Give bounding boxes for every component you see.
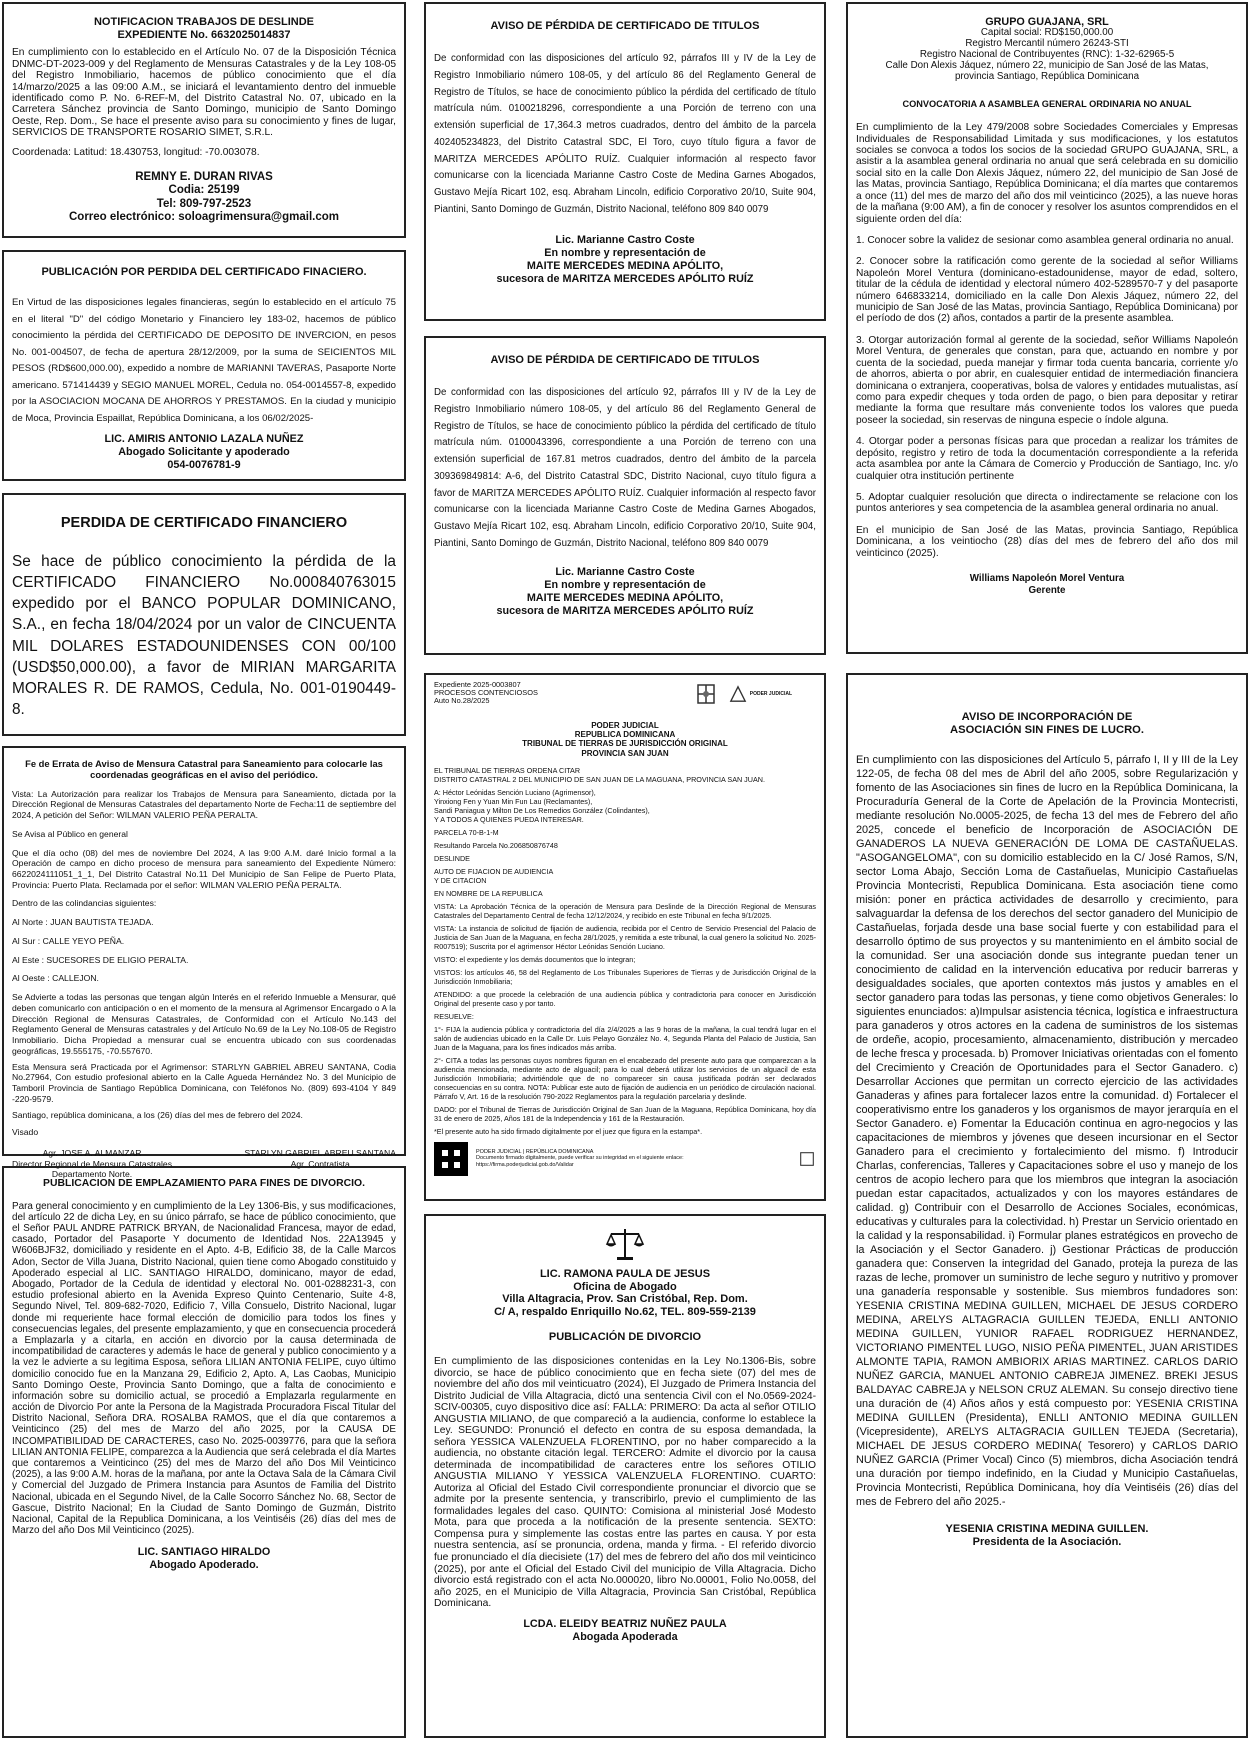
notice-body: En Virtud de las disposiciones legales financieras, según lo establecido en el artículo 75 en el literal "D" del código Monetario y Financiero ley 183-02, hacemos de público conocimiento la pérdida del CERTIFICADO DE DEPOSITO DE INVERCION, en pesos No. 001-004507, de fecha de apertura 28/12/2009, por la suma de SEICIENTOS MIL PESOS (RD$600,000.00), expedido a nombre de MARIANNI TAVERAS, Pasaporte Norte americano. 571414439 y SEGIO MANUEL MOREL, Cedula no. 054-0014557-8, expedido por la ASOCIACION MOCANA DE AHORROS Y PRESTAMOS. En la ciudad y municipio de Moca, Provincia Espaillat, República Dominicana, a los 06/02/2025- <box>12 297 396 424</box>
notice-body: De conformidad con las disposiciones del artículo 92, párrafos III y IV de la Ley de Registro Inmobiliario número 108-05, y del artículo 86 del Reglamento General de Registro de Títulos, se hace de conocimiento público la pérdida del certificado de título matrícula núm. 0100043396, correspondiente a una Porción de terreno con una extensión superficial de 167.81 metros cuadrados, dentro del ámbito de la parcela 309369849814: A-6, del Distrito Catastral SDC, Distrito Nacional, cuyo título figura a favor de MARITZA MERCEDES APÓLITO RUÍZ. Cualquier información al respecto favor comunicarse con la licenciada Marianne Castro Coste de Medina Garnes Abogados, Gustavo Mejía Ricart 102, esq. Abraham Lincoln, edificio Corporativo 20/10, Suite 904, Piantini, Santo Domingo de Guzmán, Distrito Nacional, teléfono 809 840 0079 <box>434 387 816 549</box>
agenda-item-3: 3. Otorgar autorización formal al gerente de la sociedad, señor Williams Napoleón Morel Ventura, de generales que constan, para que, actuando en nombre y por cuenta de la sociedad, pueda manejar y firmar toda cuenta bancaria, corriente y/o de ahorros, abierta o por abrir, en cualesquier entidad de intermediación financiera dominicana o extranjera, cooperativas, bolsa de valores y entidades mutualistas, así como para expedir cheques y toda orden de pago, o bien para depositar y retirar mediante la forma que resultare más conveniente todos los valores que pueda poseer la sociedad, sin reservas de ninguna especie o índole alguna. <box>856 334 1238 426</box>
scales-of-justice-icon <box>605 1226 645 1262</box>
signature-row: Agr. JOSE A. ALMANZAR Director Regional de Mensura Catastrales Departamento Norte. STARLYN GABRIEL ABREU SANTANA Agr. Contratista <box>12 1147 396 1180</box>
notice-deslinde <box>2 2 406 238</box>
notice-body: Para general conocimiento y en cumplimiento de la Ley 1306-Bis, y sus modificaciones, del artículo 22 de dicha Ley, en su único párrafo, se hace de público conocimiento, que el Señor PAUL ANDRE PATRICK BRYAN, de Nacionalidad Francesa, mayor de edad, casado, Portador del Pasaporte Y documento de Identidad Nos. 22A13945 y W606BJF32, domiciliado y residente en el Apto. 4-B, Edificio 38, de la Calle Marcos Adon, Sector de Villa Juana, Distrito Nacional, quien tiene como Abogado constituido y Apoderado especial al LIC. SANTIAGO HIRALDO, dominicano, mayor de edad, Abogado, Portador de la Cedula de identidad y electoral No. 001-0288231-3, con estudio profesional abierto en la Avenida Expreso Quinto Centenario, Suite 4-8, Segundo Nivel, Tel. 809-682-7020, Edificio 7, Villa Consuelo, Distrito Nacional, lugar donde mi requeriente hace formal elección de domicilio para todos los fines y consecuencias legales, del presente emplazamiento, y que en consecuencia procederá a Emplazarla y a citarla, en acción en divorcio por la causa determinada de incompatibilidad de caracteres y además le hace de general y publico conocimiento y a la vez le advierte a su legitima Esposa, señora LILIAN ANTONIA FELIPE, cuyo último domicilio conocido fue en la Manzana 29, Edificio 2, Apto. A, Las Caobas, Municipio Santo Domingo Oeste, Provincia Santo Domingo, que a falta de conocimiento e información sobre su domicilio actual, se procedió a Emplazarla regularmente en acción de Divorcio Por ante la Persona de la Magistrada Procuradora Fiscal Titular del Distrito Nacional, Señora DRA. ROSALBA RAMOS, que el día que contaremos a Veinticinco (25) del mes de Marzo del año 2025, por la CAUSA DE INCOMPATIBILIDAD DE CARACTERES, caso No. 2025-0039776, para que la señora LILIAN ANTONIA FELIPE, comparezca a la Audiencia que será celebrada el día Martes que contaremos a Veinticinco (25) del mes de Marzo del año Dos Mil Veinticinco (2025), a las 9:00 A.M. horas de la mañana, por ante la Octava Sala de la Cámara Civil y Comercial del Juzgado de Primera Instancia para Asuntos de Familia del Distrito Nacional, ubicada en el Segundo Nivel, de la Calle Socorro Sánchez No. 68, Sector de Gascue, Distrito Nacional; En la Ciudad de Santo Domingo de Guzmán, Distrito Nacional, Capital de la Republica Dominicana, a los Veintiséis (26) días del mes de Marzo del año Dos Mil Veinticinco (2025). <box>12 1200 396 1537</box>
signature-block: REMNY E. DURAN RIVAS Codia: 25199 Tel: 809-797-2523 Correo electrónico: soloagrimensura@gmail.com <box>68 171 340 223</box>
notice-title: PUBLICACIÓN POR PERDIDA DEL CERTIFICADO FINACIERO. <box>41 266 367 278</box>
notice-grupo-guajana: GRUPO GUAJANA, SRL Capital social: RD$150,000.00 Registro Mercantil número 26243-STI Registro Nacional de Contribuyentes (RNC): 1-32-62965-5 Calle Don Alexis Jáquez, número 22, municipio de San José de las Matas, provincia Santiago, República Dominicana CONVOCATORIA A ASAMBLEA GENERAL ORDINARIA NO ANUAL En cumplimiento de la Ley 479/2008 sobre Sociedades Comerciales y Empresas Individuales de Responsabilidad Limitada y sus modificaciones, y los estatutos sociales se convoca a todos los socios de la sociedad GRUPO GUAJANA, SRL, a asistir a la asamblea general ordinaria no anual que será celebrada en su domicilio social sito en la calle Don Alexis Jáquez, número 22, del municipio de San José de las Matas, provincia Santiago, República Dominicana; el día martes que contaremos a once (11) del mes de marzo del año dos mil veinticinco (2025), a las nueve horas de la mañana (9:00 AM), a fin de conocer y resolver los asuntos comprendidos en el siguiente orden del día: 1. Conocer sobre la validez de sesionar como asamblea general ordinaria no anual. 2. Conocer sobre la ratificación como gerente de la sociedad al señor Williams Napoleón Morel Ventura (dominicano-estadounidense, mayor de edad, soltero, titular de la cédula de identidad y electoral número 402-5289570-7 y del pasaporte número 646833214, domiciliado en la calle Don Alexis Jáquez, número 22, del municipio de San José de las Matas, provincia Santiago, República Dominicana) por el período de dos (2) años, contados a partir de la presente asamblea. 3. Otorgar autorización formal al gerente de la sociedad, señor Williams Napoleón Morel Ventura, de generales que constan, para que, actuando en nombre y por cuenta de la sociedad, pueda manejar y firmar toda cuenta bancaria, corriente y/o de ahorros, abierta o por abrir, en cualesquier entidad de intermediación financiera dominicana o extranjera, cooperativas, bolsa de valores y entidades mutualistas, así como para expedir cheques y toda orden de pago, o bien para depositar y retirar mediante la forma que resultare más conveniente todos los valores que pueda poseer la sociedad, sin reservas de ninguna especie o índole alguna. 4. Otorgar poder a personas físicas para que procedan a realizar los trámites de depósito, registro y retiro de toda la documentación correspondiente a la referida acta asamblea por ante la Cámara de Comercio y Producción de Santiago, Inc. y/o cualquier otra institución pertinente 5. Adoptar cualquier resolución que directa o indirectamente se relacione con los puntos anteriores y sea competencia de la asamblea general ordinaria no anual. En el municipio de San José de las Matas, provincia Santiago, República Dominicana, a los veintiocho (28) días del mes de febrero del año dos mil veinticinco (2025). Williams Napoleón Morel Ventura Gerente <box>846 2 1248 654</box>
notice-fe-de-errata: Fe de Errata de Aviso de Mensura Catastral para Saneamiento para colocarle las coordenadas geográficas en el aviso del periódico. Vista: La Autorización para realizar los Trabajos de Mensura para Saneamiento, dictada por la Dirección Regional de Mensuras Catastrales del departamento Norte de Fecha:11 de septiembre del 2024, A petición del Señor: WILMAN VALERIO PEÑA PERALTA. Se Avisa al Público en general Que el día ocho (08) del mes de noviembre Del 2024, A las 9:00 A.M. daré Inicio formal a la Operación de campo en dicho proceso de mensura para saneamiento del Expediente Número: 6622024111051_1_1, Del Distrito Catastral No.11 Del Municipio de San Felipe de Puerto Plata, Provincia: Puerto Plata. Reclamada por el señor: WILMAN VALERIO PEÑA PERALTA. Dentro de las colindancias siguientes: Al Norte : JUAN BAUTISTA TEJADA. Al Sur : CALLE YEYO PEÑA. Al Este : SUCESORES DE ELIGIO PERALTA. Al Oeste : CALLEJON. Se Advierte a todas las personas que tengan algún Interés en el referido Inmueble a Mensurar, qué deben comunicarlo con anticipación o en el momento de la mensura al Agrimensor Encargado o A la Dirección Regional de Mensuras Catastrales, de Conformidad con el Artículo No.143 del Reglamento General de Mensuras catastrales y del Artículo No.69 de la Ley No.108-05 de Registro Inmobiliario. Dicha Propiedad a mensurar cual se encuentra ubicado con sus coordenadas geográficas, 19.555175, -70.557670. Esta Mensura será Practicada por el Agrimensor: STARLYN GABRIEL ABREU SANTANA, Codia No.27964, Con estudio profesional abierto en la Calle Agueda Hernández No. 3 del Municipio de Tamboril Provincia de Santiago República Dominicana, con Teléfonos No. (809) 693-4104 Y 849 -220-9579. Santiago, república dominicana, a los (26) días del mes de febrero del 2024. Visado Agr. JOSE A. ALMANZAR Director Regional de Mensura Catastrales Departamento Norte. STARLYN GABRIEL ABREU SANTANA Agr. Contratista <box>2 746 406 1156</box>
signature-block: LIC. AMIRIS ANTONIO LAZALA NUÑEZ Abogado Solicitante y apoderado 054-0076781-9 <box>104 433 304 472</box>
notice-body: De conformidad con las disposiciones del artículo 92, párrafos III y IV de la Ley de Registro Inmobiliario número 108-05, y del artículo 86 del Reglamento General de Registro de Títulos, se hace de conocimiento público la pérdida del certificado de título matrícula núm. 0100218296, correspondiente a una Porción de terreno con una extensión superficial de 17,364.3 metros cuadrados, dentro del ámbito de la parcela 402405234823, del Distrito Catastral SDC, El Toro, cuyo título figura a favor de MARITZA MERCEDES APÓLITO RUÍZ. Cualquier información al respecto favor comunicarse con la licenciada Marianne Castro Coste de Medina Garnes Abogados, Gustavo Mejía Ricart 102, esq. Abraham Lincoln, edificio Corporativo 20/10, Suite 904, Piantini, Santo Domingo de Guzmán, Distrito Nacional, teléfono 809 840 0079 <box>434 53 816 215</box>
signature-block: Williams Napoleón Morel Ventura Gerente <box>969 573 1125 596</box>
poder-judicial-logo-icon <box>729 685 747 703</box>
notice-emplazamiento-divorcio <box>2 1166 406 1738</box>
notice-asociacion-sin-fines <box>846 673 1248 1738</box>
signature-block: YESENIA CRISTINA MEDINA GUILLEN. Presidenta de la Asociación. <box>945 1522 1149 1548</box>
agenda-item-1: 1. Conocer sobre la validez de sesionar como asamblea general ordinaria no anual. <box>856 234 1234 246</box>
notice-title: AVISO DE PÉRDIDA DE CERTIFICADO DE TITULOS <box>490 20 760 32</box>
notice-title: CONVOCATORIA A ASAMBLEA GENERAL ORDINARIA NO ANUAL <box>902 98 1192 109</box>
signature-block: LCDA. ELEIDY BEATRIZ NUÑEZ PAULA Abogada Apoderada <box>523 1617 727 1643</box>
notice-title: Fe de Errata de Aviso de Mensura Catastral para Saneamiento para colocarle las coordenadas geográficas en el aviso del periódico. <box>25 758 383 781</box>
notice-title: PUBLICACION DE EMPLAZAMIENTO PARA FINES DE DIVORCIO. <box>43 1178 365 1189</box>
notice-title: NOTIFICACION TRABAJOS DE DESLINDE EXPEDIENTE No. 6632025014837 <box>93 16 314 41</box>
notice-title: AVISO DE PÉRDIDA DE CERTIFICADO DE TITULOS <box>490 354 760 366</box>
notice-perdida-titulos-2 <box>424 336 826 655</box>
signature-block: Lic. Marianne Castro Coste En nombre y representación de MAITE MERCEDES MEDINA APÓLITO, sucesora de MARITZA MERCEDES APÓLITO RUÍZ <box>496 566 754 618</box>
notice-publicacion-divorcio <box>424 1214 826 1738</box>
notice-title: AVISO DE INCORPORACIÓN DE ASOCIACIÓN SIN FINES DE LUCRO. <box>950 711 1144 736</box>
notice-body: En cumplimiento con lo establecido en el Artículo No. 07 de la Disposición Técnica DNMC-DT-2023-009 y del Reglamento de Mensuras Catastrales y de la Ley 108-05 del Registro Inmobiliario, hacemos de público conocimiento que el día 14/marzo/2025 a las 09:00 A.M., se iniciará el levantamiento dentro del inmueble identificado como P. No. 6-REF-M, del Distrito Catastral No. 07, ubicado en la Carretera Sánchez provincia de Santo Domingo, municipio de Santo Domingo Oeste, Rep. Dom., Se hace el presente aviso para su conocimiento y fines de lugar, SERVICIOS DE TRANSPORTE ROSARIO SIMET, S.R.L. <box>12 47 396 139</box>
agenda-item-5: 5. Adoptar cualquier resolución que directa o indirectamente se relacione con los puntos anteriores y sea competencia de la asamblea general ordinaria no anual. <box>856 491 1238 515</box>
notice-body: En cumplimiento con las disposiciones del Artículo 5, párrafo I, II y III de la Ley 122-05, de fecha 08 del mes de Abril del año 2005, sobre Regularización y fomento de las Asociaciones sin fines de lucro en la República Dominicana, la Procuraduría General de la Corte de Apelación de la Provincia Montecristi, mediante resolución No.0005-2025, de fecha 13 del mes de Febrero del año 2025, concede el beneficio de Incorporación de ASOCIACIÓN DE GANADEROS LA NUEVA GENERACIÓN DE LOMA DE CASTAÑUELAS. "ASOGANGELOMA", con su domicilio establecido en la C/ José Ramos, S/N, sector Loma Abajo, Sección Loma de Castañuelas, Municipio Castañuelas Provincia Montecristi, Republica Dominicana. Esta asociación tiene como misión: poner en práctica actividades de desarrollo y crecimiento, para salvaguardar la defensa de los derechos del sector ganadero del Municipio de Castañuelas, forjada desde una base social fuerte y con estabilidad para el desarrollo óptimo de sus proyectos y su mantenimiento en el ámbito social de la comunidad. Ser una asociación donde sus integrante puedan tener un conocimiento de calidad en la intervención educativa por reducir barreras y desigualdades sociales, que aporten contextos más justos y amables en el sector ganadero para todas las personas, y tiene como objetivos Generales: lo siguientes enunciados: a)Impulsar asistencia técnica, logística e infraestructura para ganaderos y otros actores en la cadena de suministros de los sistemas de ordeñe, acopio, procesamiento, almacenamiento, distribución y mercadeo de leche fresca y procesada. b) Promover Iniciativas orientadas con el fomento del Crecimiento y Creación de Oportunidades para el Sector Ganadero. c) Desarrollar Acciones que permitan un correcto ejercicio de las actividades Ganaderas y afines para fortalecer lazos entre la comunidad. d) Fortalecer el cooperativismo entre los ganaderos y los organismos de mayor jerarquía en el Sector Ganadero. e) Fomentar la Educación continua en agro-negocios y las capacitaciones de miembros y jóvenes que deseen incursionar en el Sector Ganadero para el crecimiento y fortalecimiento del mismo. f) Introducir Charlas, conferencias, Talleres y Capacitaciones sobre el uso y manejo de los centros de acopio lechero para que los miembros que integran la asociación puedan estar capacitados, actualizados y con los mayores estándares de calidad. g) Contribuir con el Desarrollo de Acciones Sociales, económicas, educativas y culturales para la colectividad. h) Prestar un Servicio orientado en la calidad y la responsabilidad. i) Formular planes estratégicos en provecho de la Asociación y el Sector Ganadero. j) Gestionar Prácticas de producción ganadera que: Conserven la integridad del Ganado, proteja la pureza de las razas de leche, promover un suministro de leche seguro y nutritivo y promover una ganadería responsable y sostenible. Sus miembros fundadores son: YESENIA CRISTINA MEDINA GUILLEN, MICHAEL DE JESUS CORDERO MEDINA, ARELYS ALTAGRACIA GUILLEN TEJEDA, ENLLI ANTONIO MEDINA GUILLEN, YUNIOR RAFAEL RODRIGUEZ HERNANDEZ, VICTORIANO PIMENTEL LUGO, NISIO PEÑA PIMENTEL, JUAN ARISTIDES ALMONTE TAPIA, RAMON AMBIORIX ARIAS MARTINEZ. CARLOS DARIO NUÑEZ GARCIA, MANUEL ANTONIO CABREJA JIMENEZ. BREKI JESUS BALDAYAC CABREJA y NELSON CRUZ ALEMAN. Su consejo directivo tiene una duración de (4) Años años y está compuesto por: YESENIA CRISTINA MEDINA GUILLEN (Presidenta), ENLLI ANTONIO MEDINA GUILLEN (Vicepresidente), ARELYS ALTAGRACIA GUILLEN TEJEDA (Secretaria), MICHAEL DE JESUS CORDERO MEDINA( Tesorero) y CARLOS DARIO NUÑEZ GARCIA (Primer Vocal) Cinco (5) miembros, dicha Asociación tendrá una duración por tiempo indefinido, en la Ciudad y Municipio Castañuelas, Provincia Montecristi, República Dominicana, hoy día Veintiséis (26) días del mes de Febrero del año 2025.- <box>856 753 1238 1508</box>
agenda-item-4: 4. Otorgar poder a personas físicas para que procedan a realizar los trámites de depósito, registro y retiro de toda la documentación correspondiente a la referida acta asamblea por ante la Cámara de Comercio y Producción de Santiago, Inc. y/o cualquier otra institución pertinente <box>856 436 1238 482</box>
notice-title: PERDIDA DE CERTIFICADO FINANCIERO <box>60 515 348 531</box>
agenda-item-2: 2. Conocer sobre la ratificación como gerente de la sociedad al señor Williams Napoleón Morel Ventura (dominicano-estadounidense, mayor de edad, soltero, titular de la cédula de identidad y electoral número 402-5289570-7 y del pasaporte número 646833214, domiciliado en la calle Don Alexis Jáquez, número 22, del municipio de San José de las Matas, provincia Santiago, República Dominicana) por el período de dos (2) años, contados a partir de la presente asamblea. <box>856 256 1238 325</box>
boundary-norte: Al Norte : JUAN BAUTISTA TEJADA. <box>12 917 154 928</box>
notice-body: En cumplimiento de las disposiciones contenidas en la Ley No.1306-Bis, sobre divorcio, se hace de público conocimiento que en fecha siete (07) del mes de noviembre del año dos mil veinticuatro (2024), El Juzgado de Primera Instancia del Distrito Judicial de Villa Altagracia, dictó una sentencia Civil con el No.0569-2024-SCIV-00305, cuyo dispositivo dice así: FALLA: PRIMERO: Da acta al señor OTILIO ANGUSTIA MILIANO, de que compareció a la audiencia, conforme lo establece la Ley. SEGUNDO: Pronunció el defecto en contra de su esposa demandada, la señora YESSICA VALENZUELA FLORENTINO, por no haber comparecido a la audiencia, no obstante citación legal. TERCERO: Admite el divorcio por la causa determinada de incompatibilidad de caracteres entre los señores OTILIO ANGUSTIA MILIANO Y YESSICA VALENZUELA FLORENTINO. CUARTO: Autoriza al Oficial del Estado Civil correspondiente pronunciar el divorcio que se admite por la presente sentencia, y transcribirlo, previo el cumplimiento de las formalidades legales del caso. QUINTO: Comisiona al ministerial José Modesto Mota, para que proceda a la notificación de la presente sentencia. SEXTO: Compensa pura y simplemente las costas entre las partes en causa. Y por esta nuestra sentencia, así se pronuncia, ordena, manda y firma. - El referido divorcio fue pronunciado el día diecisiete (17) del mes de febrero del año dos mil veinticinco (2025), por ante el Oficial del Estado Civil del municipio de Villa Altagracia. Dicho divorcio está registrado con el acta No.000020, libro No.00001, Folio No.0058, del año 2025, en el Municipio de Villa Altagracia, Provincia San Cristóbal, República Dominicana. <box>434 1355 816 1610</box>
notice-certificado-financiero-2 <box>2 493 406 736</box>
company-header: GRUPO GUAJANA, SRL Capital social: RD$150,000.00 Registro Mercantil número 26243-STI Registro Nacional de Contribuyentes (RNC): 1-32-62965-5 Calle Don Alexis Jáquez, número 22, municipio de San José de las Matas, provincia Santiago, República Dominicana <box>885 16 1209 82</box>
boundary-este: Al Este : SUCESORES DE ELIGIO PERALTA. <box>12 954 189 965</box>
signature-block: Lic. Marianne Castro Coste En nombre y representación de MAITE MERCEDES MEDINA APÓLITO, sucesora de MARITZA MERCEDES APÓLITO RUÍZ <box>496 234 754 286</box>
coordinates: Coordenada: Latitud: 18.430753, longitud: -70.003078. <box>12 146 260 158</box>
boundary-oeste: Al Oeste : CALLEJON. <box>12 973 99 984</box>
seal-icon <box>798 1150 816 1168</box>
digital-signature-stamp: PODER JUDICIAL | REPÚBLICA DOMINICANA Documento firmado digitalmente, puede verificar su integridad en el siguiente enlace: https://firma.poderjudicial.gob.do/Validar <box>434 1142 816 1176</box>
court-header: Expediente 2025-0003807 PROCESOS CONTENCIOSOS Auto No.28/2025 PODER JUDICIAL <box>434 680 792 706</box>
notice-certificado-financiero-1 <box>2 250 406 481</box>
court-title: PODER JUDICIAL REPUBLICA DOMINICANA TRIBUNAL DE TIERRAS DE JURISDICCIÓN ORIGINAL PROVINCIA SAN JUAN <box>522 721 728 758</box>
qr-code-icon <box>434 1142 468 1176</box>
law-office-header: LIC. RAMONA PAULA DE JESUS Oficina de Abogado Villa Altagracia, Prov. San Cristóbal, Rep. Dom. C/ A, respaldo Enriquillo No.62, TEL. 809-559-2139 <box>494 1268 756 1318</box>
notice-perdida-titulos-1 <box>424 2 826 321</box>
boundary-sur: Al Sur : CALLE YEYO PEÑA. <box>12 935 125 946</box>
notice-body: Se hace de público conocimiento la pérdida de la CERTIFICADO FINANCIERO No.000840763015 expedido por el BANCO POPULAR DOMINICANO, S.A., en fecha 18/04/2024 por un valor de CINCUENTA MIL DOLARES ESTADOUNIDENSES CON 00/100 (USD$50,000.00), a favor de MIRIAN MARGARITA MORALES R. DE RAMOS, Cedula, No. 001-0190449-8. <box>12 552 396 719</box>
signature-block: LIC. SANTIAGO HIRALDO Abogado Apoderado. <box>137 1546 271 1572</box>
notice-tribunal-tierras: Expediente 2025-0003807 PROCESOS CONTENCIOSOS Auto No.28/2025 PODER JUDICIAL PODER JUDICIAL REPUBLICA DOMINICANA TRIBUNAL DE TIERRAS DE JURISDICCIÓN ORIGINAL PROVINCIA SAN JUAN EL TRIBUNAL DE TIERRAS ORDENA CITAR DISTRITO CATASTRAL 2 DEL MUNICIPIO DE SAN JUAN DE LA MAGUANA, PROVINCIA SAN JUAN. A: Héctor Leónidas Sención Luciano (Agrimensor), Yinxiong Fen y Yuan Min Fun Lau (Reclamantes), Sandi Paniagua y Milton De Los Remedios González (Colindantes), Y A TODOS A QUIENES PUEDA INTERESAR. PARCELA 70-B-1-M Resultando Parcela No.206850876748 DESLINDE AUTO DE FIJACION DE AUDIENCIA Y DE CITACION EN NOMBRE DE LA REPUBLICA VISTA: La Aprobación Técnica de la operación de Mensura para Deslinde de la Dirección Regional de Mensuras Catastrales del Departamento Central de fecha 12/12/2024, y recibido en este Tribunal en fecha 9/1/2025. VISTA: La instancia de solicitud de fijación de audiencia, recibida por el Centro de Servicio Presencial del Palacio de Justicia de San Juan de la Maguana, en fecha 28/1/2025, y remitida a este tribunal, la cual genero la solicitud No. 2025-R007519); Suscrita por el agrimensor Héctor Leónidas Sención Luciano. VISTO: el expediente y los demás documentos que lo integran; VISTOS: los artículos 46, 58 del Reglamento de Los Tribunales Superiores de Tierras y de Jurisdicción Original de la Jurisdicción Inmobiliaria; ATENDIDO: a que procede la celebración de una audiencia pública y contradictoria para conocer en Jurisdicción Original del presente caso y por tanto. RESUELVE: 1°- FIJA la audiencia pública y contradictoria del día 2/4/2025 a las 9 horas de la mañana, la cual tendrá lugar en el salón de audiencias ubicado en la Calle Dr. Luis Pelayo González No. 4, Segunda Planta del Palacio de Justicia, San Juan de la Maguana, para los fines indicados más arriba. 2°- CITA a todas las personas cuyos nombres figuran en el encabezado del presente auto para que comparezcan a la audiencia mencionada, mediante acto de alguacil; para lo cual deberá utilizar los servicios de un alguacil de esta Jurisdicción Inmobiliaria; advirtiéndole que de no comparecer sin causa justificada podrán ser declarados consecuencias en su contra. NOTA: Publicar este auto de fijación de audiencia en un periódico de circulación nacional. Párrafo V, Art. 16 de la resolución 790-2022 Reglamentos para la regulación parcelaria y deslinde. DADO: por el Tribunal de Tierras de Jurisdicción Original de San Juan de la Maguana, República Dominicana, hoy día 31 de enero de 2025, Años 181 de la Independencia y 161 de la Restauración. *El presente auto ha sido firmado digitalmente por el juez que figura en la estampa*. PODER JUDICIAL | REPÚBLICA DOMINICANA Documento firmado digitalmente, puede verificar su integridad en el siguiente enlace: https://firma.poderjudicial.gob.do/Validar <box>424 673 826 1201</box>
coat-of-arms-icon <box>693 681 719 707</box>
logo-text: PODER JUDICIAL <box>749 690 792 697</box>
notice-title: PUBLICACIÓN DE DIVORCIO <box>548 1330 702 1343</box>
